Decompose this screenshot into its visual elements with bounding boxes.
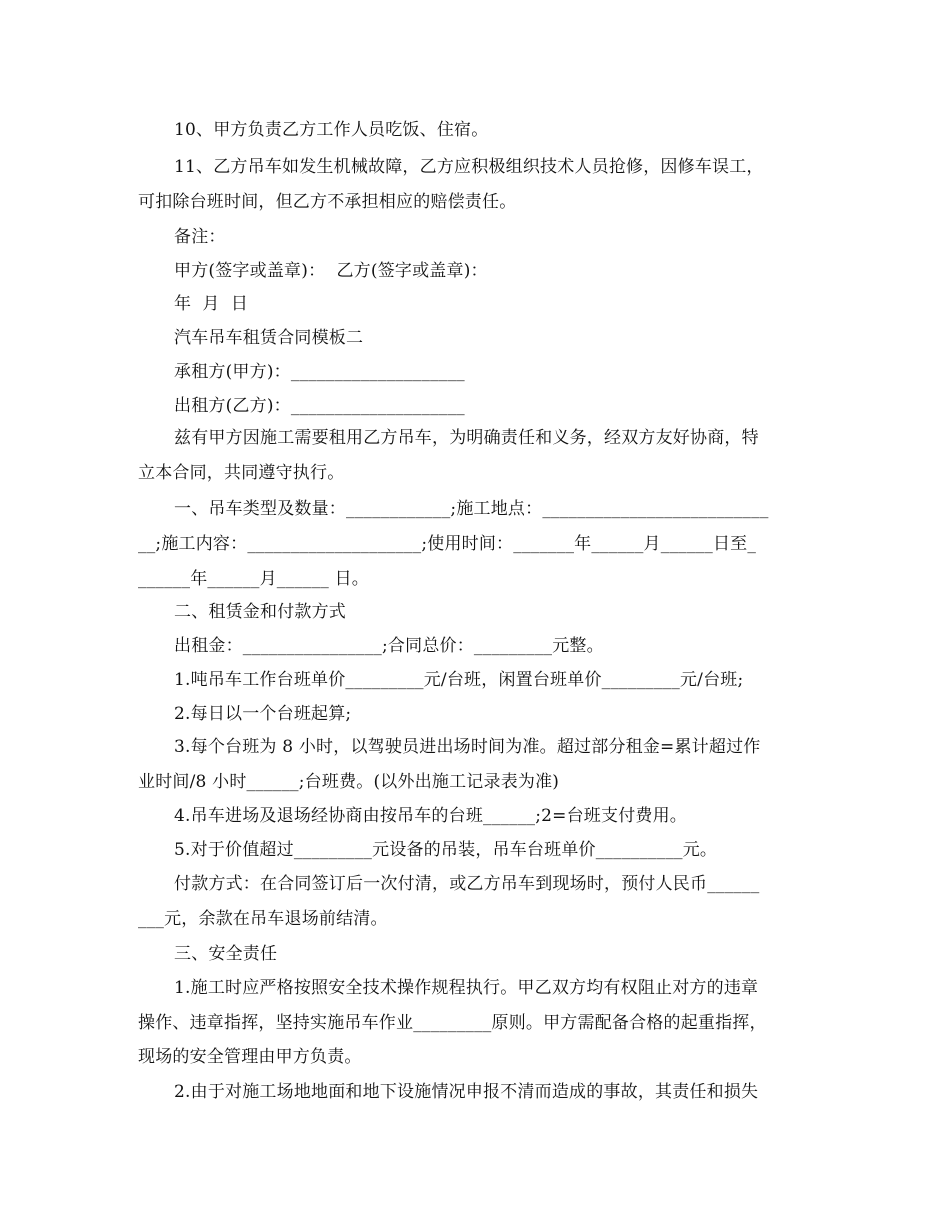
preamble-line-1: 兹有甲方因施工需要租用乙方吊车，为明确责任和义务，经双方友好协商，特 — [174, 428, 759, 448]
safety-1-line-3: 现场的安全管理由甲方负责。 — [138, 1047, 362, 1067]
section-1-line-1: 一、吊车类型及数量：____________;施工地点：__________________________ — [174, 499, 769, 519]
clause-11-line-2: 可扣除台班时间，但乙方不承担相应的赔偿责任。 — [138, 192, 517, 212]
preamble-line-2: 立本合同，共同遵守执行。 — [138, 463, 345, 483]
lessor-line: 出租方(乙方)：____________________ — [174, 396, 465, 416]
template-two-title: 汽车吊车租赁合同模板二 — [174, 328, 364, 348]
safety-2-line-1: 2.由于对施工场地地面和地下设施情况申报不清而造成的事故，其责任和损失 — [174, 1082, 759, 1102]
safety-1-line-2: 操作、违章指挥，坚持实施吊车作业_________原则。甲方需配备合格的起重指挥， — [138, 1013, 767, 1033]
section-1-line-2: __;施工内容：____________________;使用时间：_______年______月______日至_ — [138, 534, 757, 554]
clause-11-line-1: 11、乙方吊车如发生机械故障，乙方应积极组织技术人员抢修，因修车误工， — [174, 157, 764, 177]
item-4: 4.吊车进场及退场经协商由按吊车的台班______;2=台班支付费用。 — [174, 806, 688, 826]
item-1: 1.吨吊车工作台班单价_________元/台班，闲置台班单价_________元/台班; — [174, 670, 744, 690]
section-1-line-3: ______年______月______ 日。 — [138, 569, 370, 589]
safety-1-line-1: 1.施工时应严格按照安全技术操作规程执行。甲乙双方均有权阻止对方的违章 — [174, 978, 759, 998]
clause-10: 10、甲方负责乙方工作人员吃饭、住宿。 — [174, 120, 489, 140]
item-3-line-2: 业时间/8 小时______;台班费。(以外出施工记录表为准) — [138, 772, 560, 792]
payment-method-line-1: 付款方式：在合同签订后一次付清，或乙方吊车到现场时，预付人民币______ — [174, 874, 760, 894]
signature-line: 甲方(签字或盖章)： 乙方(签字或盖章)： — [174, 261, 488, 281]
remarks-label: 备注： — [174, 227, 226, 247]
item-3-line-1: 3.每个台班为 8 小时，以驾驶员进出场时间为准。超过部分租金=累计超过作 — [174, 737, 761, 757]
item-2: 2.每日以一个台班起算; — [174, 704, 352, 724]
item-5: 5.对于价值超过_________元设备的吊装，吊车台班单价__________元。 — [174, 840, 718, 860]
payment-method-line-2: ___元，余款在吊车退场前结清。 — [138, 909, 388, 929]
section-2-heading: 二、租赁金和付款方式 — [174, 602, 346, 622]
rent-line: 出租金：________________;合同总价：_________元整。 — [174, 636, 604, 656]
section-3-heading: 三、安全责任 — [174, 944, 278, 964]
date-line: 年 月 日 — [174, 294, 249, 314]
lessee-line: 承租方(甲方)：____________________ — [174, 362, 465, 382]
